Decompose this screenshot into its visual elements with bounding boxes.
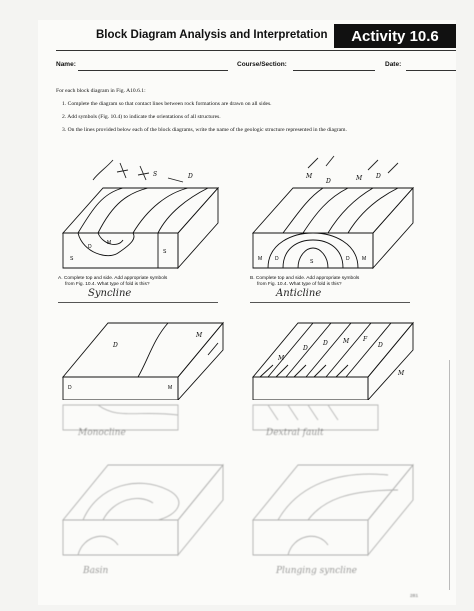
- block-diagram-a: [58, 148, 228, 273]
- label-d-2: D: [323, 340, 328, 347]
- answer-h-faded: Plunging syncline: [276, 566, 358, 576]
- page-title: Block Diagram Analysis and Interpretation: [96, 29, 328, 41]
- label-m-side: M: [168, 385, 173, 391]
- label-d-left: D: [88, 244, 92, 250]
- label-f: F: [363, 336, 368, 343]
- label-m-center: M: [107, 240, 112, 246]
- label-d-left: D: [275, 256, 279, 262]
- answer-b-line[interactable]: [250, 302, 410, 303]
- answer-a: Syncline: [88, 288, 132, 299]
- course-label: Course/Section:: [237, 61, 287, 68]
- date-label: Date:: [385, 61, 402, 68]
- label-m-1: M: [278, 355, 285, 362]
- caption-a-line1: A. Complete top and side. Add appropriate symbols: [58, 276, 168, 281]
- label-m-3: M: [398, 370, 405, 377]
- caption-a-line2: from Fig. 10.4. What type of fold is this?: [65, 282, 150, 287]
- label-m-top: M: [196, 332, 203, 339]
- label-d-top: D: [113, 342, 118, 349]
- header-divider: [56, 50, 456, 51]
- block-diagram-d: [248, 305, 428, 400]
- label-m-2: M: [356, 175, 363, 182]
- date-field[interactable]: [406, 70, 456, 71]
- label-m-left: M: [258, 256, 263, 262]
- instruction-step-1: 1. Complete the diagram so that contact lines between rock formations are drawn on all sides.: [62, 101, 272, 107]
- name-field[interactable]: [78, 70, 228, 71]
- label-d-3: D: [378, 342, 383, 349]
- page-number: 281: [410, 594, 419, 599]
- label-s-right: S: [163, 249, 167, 255]
- block-diagram-g-faded: [58, 445, 233, 565]
- label-m-right: M: [362, 256, 367, 262]
- label-d-1: D: [303, 345, 308, 352]
- label-d-side: D: [68, 385, 72, 391]
- instruction-step-2: 2. Add symbols (Fig. 10.4) to indicate the orientations of all structures.: [62, 114, 221, 120]
- caption-b-line2: from Fig. 10.4. What type of fold is this?: [257, 282, 342, 287]
- label-s-top: S: [153, 171, 158, 178]
- block-diagram-h-faded: [248, 445, 428, 565]
- label-s-core: S: [310, 259, 314, 265]
- label-m-1: M: [306, 173, 313, 180]
- answer-b: Anticline: [276, 288, 322, 299]
- label-d-top: D: [188, 173, 193, 180]
- block-diagram-c: [58, 305, 233, 400]
- activity-badge: Activity 10.6: [334, 24, 456, 48]
- binding-edge-line: [449, 360, 450, 590]
- name-label: Name:: [56, 61, 76, 68]
- worksheet-page: [38, 20, 456, 605]
- block-diagram-b: [248, 148, 428, 273]
- instruction-step-3: 3. On the lines provided below each of the block diagrams, write the name of the geologic structure represented in the diagram.: [62, 127, 347, 133]
- label-d-right: D: [346, 256, 350, 262]
- answer-g-faded: Basin: [83, 566, 109, 576]
- label-m-2: M: [343, 338, 350, 345]
- caption-b-line1: B. Complete top and side. Add appropriate symbols: [250, 276, 360, 281]
- answer-f-faded: Dextral fault: [266, 428, 324, 438]
- course-field[interactable]: [293, 70, 375, 71]
- block-diagram-e-faded: [58, 400, 233, 445]
- answer-a-line[interactable]: [58, 302, 218, 303]
- label-s-left: S: [70, 256, 74, 262]
- instructions-intro: For each block diagram in Fig. A10.6.1:: [56, 88, 146, 94]
- label-d-1: D: [326, 178, 331, 185]
- answer-e-faded: Monocline: [78, 428, 126, 438]
- label-d-2: D: [376, 173, 381, 180]
- block-diagram-f-faded: [248, 400, 428, 445]
